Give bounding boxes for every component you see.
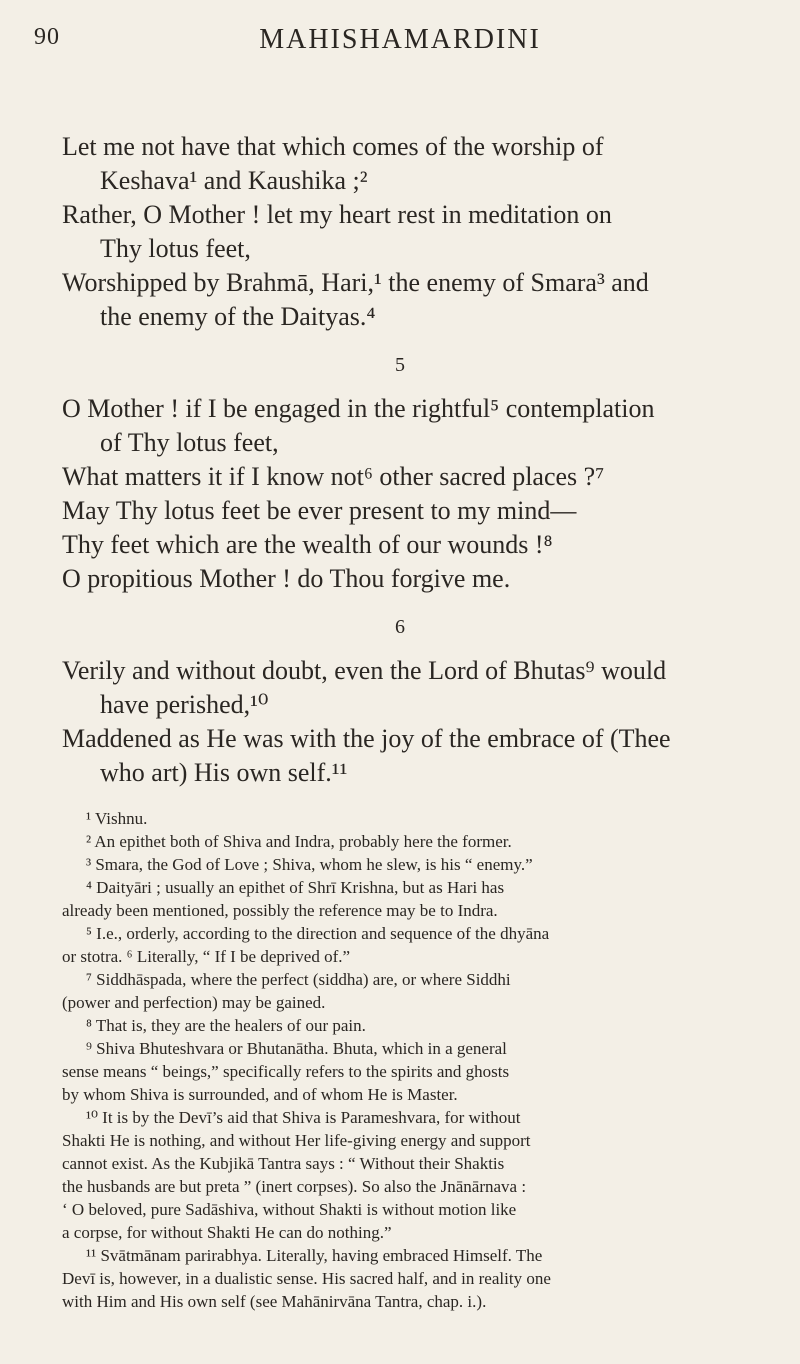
footnote: ⁷ Siddhāspada, where the perfect (siddha) are, or where Siddhi xyxy=(86,970,511,989)
verse-line: O propitious Mother ! do Thou forgive me. xyxy=(62,564,511,593)
verse-line: who art) His own self.¹¹ xyxy=(100,758,348,787)
footnote: by whom Shiva is surrounded, and of whom He is Master. xyxy=(62,1085,458,1104)
footnote: a corpse, for without Shakti He can do nothing.” xyxy=(62,1223,392,1242)
footnote: ¹¹ Svātmānam parirabhya. Literally, having embraced Himself. The xyxy=(86,1246,543,1265)
verse-line: Worshipped by Brahmā, Hari,¹ the enemy of Smara³ and xyxy=(62,268,649,297)
verse-line: Thy feet which are the wealth of our wounds !⁸ xyxy=(62,530,553,559)
footnote: ¹⁰ It is by the Devī’s aid that Shiva is Parameshvara, for without xyxy=(86,1108,521,1127)
verse-number: 6 xyxy=(395,616,405,638)
footnote: ⁹ Shiva Bhuteshvara or Bhutanātha. Bhuta, which in a general xyxy=(86,1039,507,1058)
verse-line: Keshava¹ and Kaushika ;² xyxy=(100,166,368,195)
footnote: already been mentioned, possibly the reference may be to Indra. xyxy=(62,901,498,920)
footnote: with Him and His own self (see Mahānirvāna Tantra, chap. i.). xyxy=(62,1292,487,1311)
footnote: (power and perfection) may be gained. xyxy=(62,993,326,1012)
verse-line: May Thy lotus feet be ever present to my mind— xyxy=(62,496,577,525)
verse-line: Let me not have that which comes of the worship of xyxy=(62,132,604,161)
footnote: ² An epithet both of Shiva and Indra, probably here the former. xyxy=(86,832,512,851)
footnote: the husbands are but preta ” (inert corpses). So also the Jnānārnava : xyxy=(62,1177,527,1196)
footnote: or stotra. ⁶ Literally, “ If I be deprived of.” xyxy=(62,947,351,966)
footnote: ‘ O beloved, pure Sadāshiva, without Shakti is without motion like xyxy=(62,1200,517,1219)
verse-line: What matters it if I know not⁶ other sacred places ?⁷ xyxy=(62,462,605,491)
footnote: ⁵ I.e., orderly, according to the direction and sequence of the dhyāna xyxy=(86,924,550,943)
footnote: Devī is, however, in a dualistic sense. His sacred half, and in reality one xyxy=(62,1269,551,1288)
verse-line: Rather, O Mother ! let my heart rest in meditation on xyxy=(62,200,612,229)
page-number: 90 xyxy=(34,24,60,50)
running-head: MAHISHAMARDINI xyxy=(259,24,541,55)
footnote: ³ Smara, the God of Love ; Shiva, whom he slew, is his “ enemy.” xyxy=(86,855,533,874)
verse-line: of Thy lotus feet, xyxy=(100,428,279,457)
footnote: ⁴ Daityāri ; usually an epithet of Shrī Krishna, but as Hari has xyxy=(86,878,505,897)
footnote: ¹ Vishnu. xyxy=(86,809,148,828)
verse-line: the enemy of the Daityas.⁴ xyxy=(100,302,376,331)
verse-number: 5 xyxy=(395,354,405,376)
footnote: sense means “ beings,” specifically refers to the spirits and ghosts xyxy=(62,1062,510,1081)
page-header xyxy=(0,24,800,64)
footnote: Shakti He is nothing, and without Her life-giving energy and support xyxy=(62,1131,531,1150)
verse-line: Thy lotus feet, xyxy=(100,234,251,263)
footnote: cannot exist. As the Kubjikā Tantra says : “ Without their Shaktis xyxy=(62,1154,505,1173)
footnote: ⁸ That is, they are the healers of our pain. xyxy=(86,1016,366,1035)
verse-line: O Mother ! if I be engaged in the rightful⁵ contemplation xyxy=(62,394,655,423)
verse-line: Maddened as He was with the joy of the embrace of (Thee xyxy=(62,724,671,753)
verse-line: Verily and without doubt, even the Lord of Bhutas⁹ would xyxy=(62,656,667,685)
verse-line: have perished,¹⁰ xyxy=(100,690,269,719)
